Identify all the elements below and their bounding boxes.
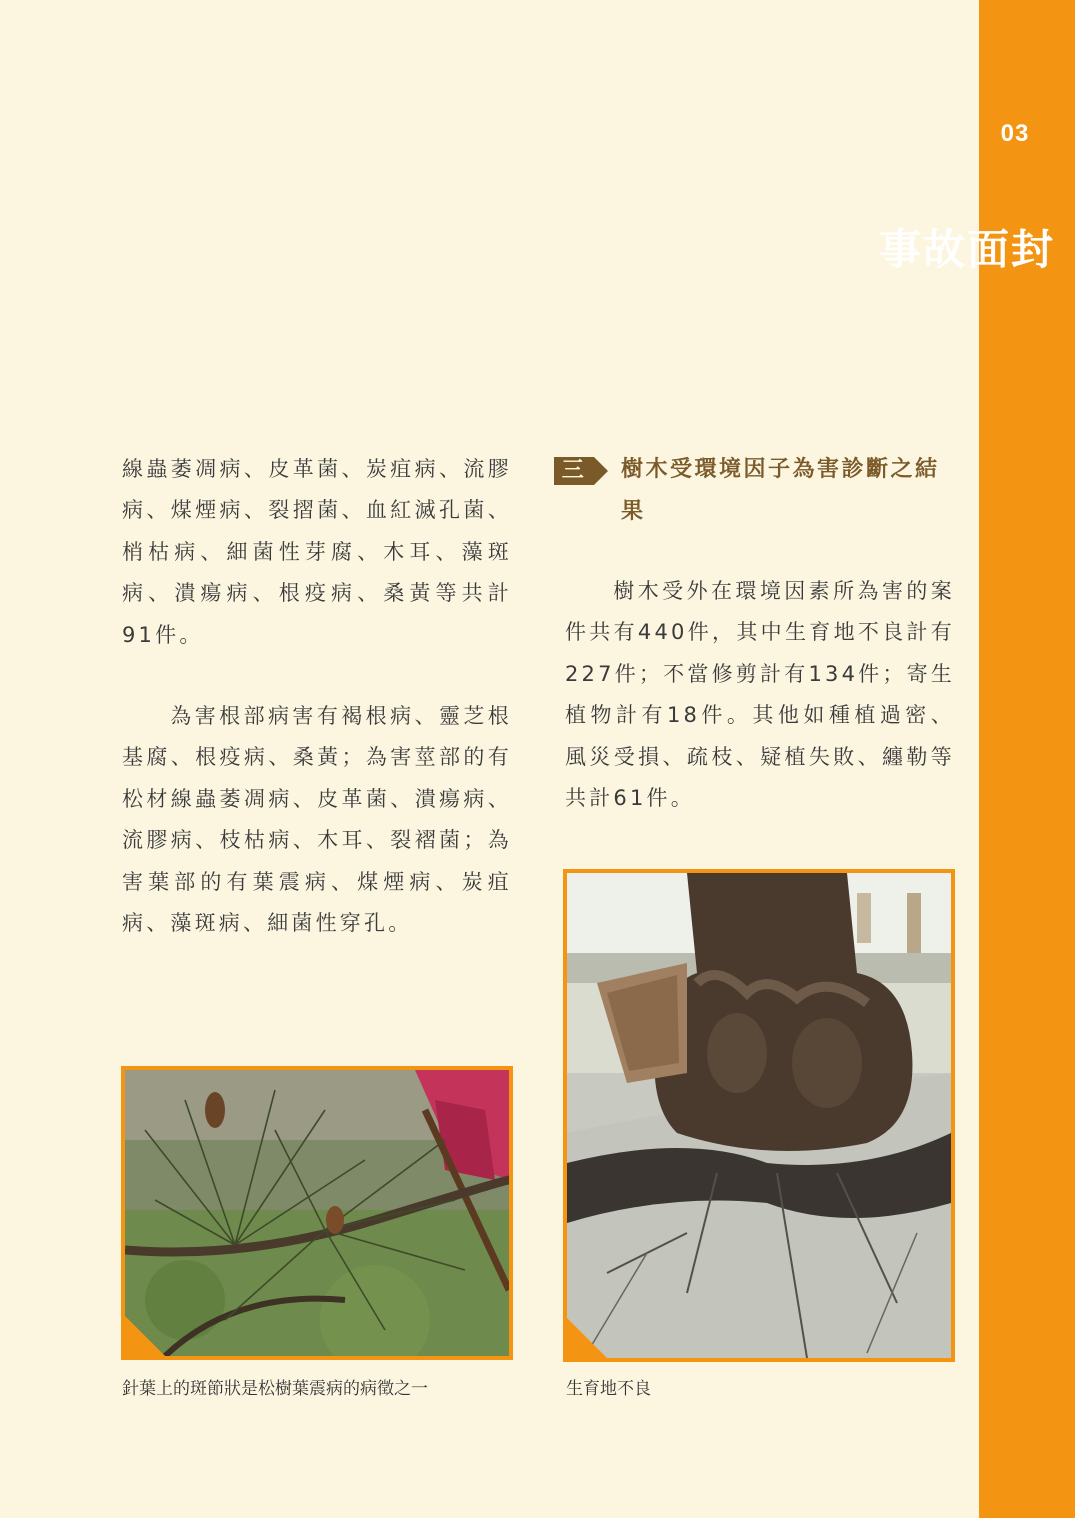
section-title-char: 事 [873, 227, 922, 269]
right-column [561, 449, 955, 819]
arrow-icon [594, 457, 608, 485]
body-paragraph: 樹木受外在環境因素所為害的案件共有440件，其中生育地不良計有227件；不當修剪計有134件；寄生植物計有18件。其他如種植過密、風災受損、疏枝、疑植失敗、纏勒等共計61件。 [565, 579, 955, 811]
photo-corner-decoration [125, 1316, 165, 1356]
tree-base-image [567, 873, 951, 1358]
photo-caption: 生育地不良 [566, 1379, 651, 1399]
section-title [873, 158, 1054, 338]
left-column [122, 449, 512, 944]
section-title-char: 故 [917, 227, 966, 269]
photo-caption: 針葉上的斑節狀是松樹葉震病的病徵之一 [122, 1379, 428, 1399]
body-paragraph: 線蟲萎凋病、皮革菌、炭疽病、流膠病、煤煙病、裂摺菌、血紅滅孔菌、梢枯病、細菌性芽腐、木耳、藻斑病、潰瘍病、根疫病、桑黃等共計91件。 [122, 457, 512, 647]
heading-text: 樹木受環境因子為害診斷之結果 [621, 457, 940, 524]
body-paragraph: 為害根部病害有褐根病、靈芝根基腐、根疫病、桑黃；為害莖部的有松材線蟲萎凋病、皮革菌、潰瘍病、流膠病、枝枯病、木耳、裂褶菌；為害葉部的有葉震病、煤煙病、炭疽病、藻斑病、細菌性穿孔。 [122, 704, 512, 936]
pine-needle-image [125, 1070, 509, 1356]
heading-number: 三 [554, 457, 594, 485]
section-title-char: 面 [961, 227, 1010, 269]
pine-needle-photo [121, 1066, 513, 1360]
section-heading [561, 449, 955, 533]
section-title-char: 封 [1005, 227, 1054, 269]
heading-number-badge [554, 457, 614, 485]
section-number: 03 [1000, 120, 1030, 147]
tree-base-photo [563, 869, 955, 1362]
photo-corner-decoration [567, 1318, 607, 1358]
section-sidebar [873, 0, 1075, 1518]
